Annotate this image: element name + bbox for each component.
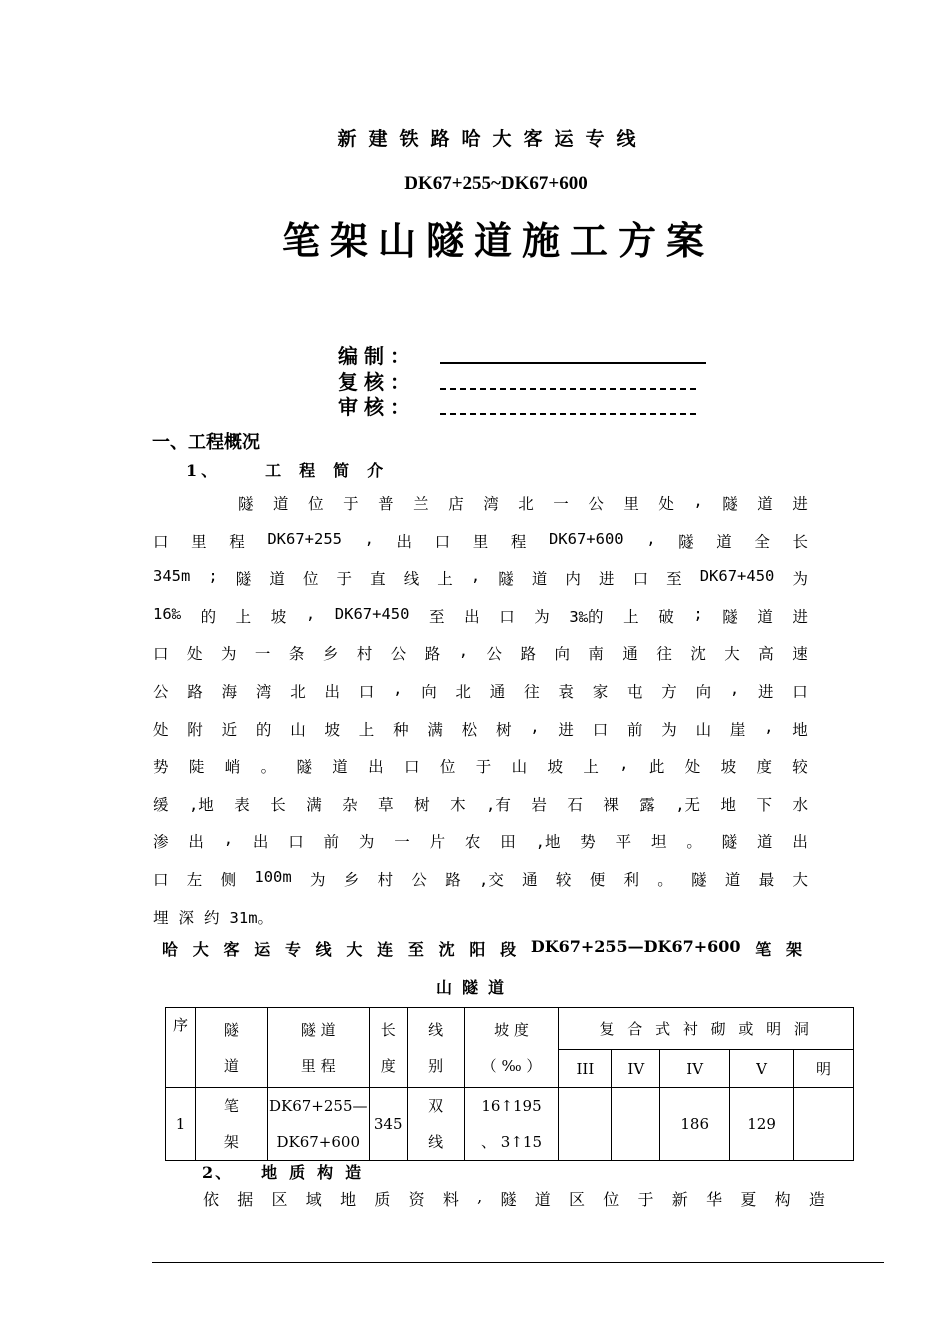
paragraph-token: 区 [271, 1190, 288, 1209]
paragraph-line [153, 642, 808, 664]
table-title-token: 大 [346, 940, 363, 959]
header-lining-col: IV [660, 1050, 730, 1088]
paragraph-token: 隧 [296, 758, 312, 777]
paragraph-token: DK67+600 [548, 529, 624, 548]
paragraph-token: 农 [464, 833, 481, 852]
paragraph-token: 内 [565, 570, 581, 589]
paragraph-token: 道 [757, 833, 773, 852]
subsection-heading-2 [202, 1160, 373, 1183]
paragraph-token: , [223, 830, 234, 849]
header-lining: 复 合 式 衬 砌 或 明 洞 [559, 1008, 854, 1050]
paragraph-token: DK67+255 [267, 529, 342, 548]
paragraph-token: 新 [671, 1190, 688, 1209]
paragraph-token: 片 [429, 833, 446, 852]
paragraph-token: 为 [220, 645, 237, 664]
table-title-line1 [162, 937, 802, 960]
doc-title: 笔架山隧道施工方案 [281, 218, 714, 263]
paragraph-token: 木 [450, 795, 466, 814]
signature-label-compile: 编制： [338, 344, 416, 368]
paragraph-token: 向 [421, 683, 437, 701]
paragraph-token: 隧 [722, 495, 738, 513]
paragraph-token: 北 [290, 683, 306, 701]
table-title-token: 连 [377, 940, 394, 959]
paragraph-token: 渗 [153, 833, 169, 852]
paragraph-token: 道 [332, 758, 348, 777]
paragraph-token: 料 [442, 1190, 459, 1209]
subsection-title: 地质构造 [261, 1163, 374, 1182]
paragraph-token: 处 [684, 758, 701, 777]
table-title-token: 哈 [162, 940, 179, 959]
paragraph-token: 前 [323, 833, 340, 852]
paragraph-token: 向 [554, 645, 570, 664]
paragraph-token: 直 [370, 570, 386, 589]
paragraph-token: , [470, 567, 481, 586]
paragraph-token: 杂 [342, 795, 358, 814]
paragraph-token: ; [208, 567, 218, 586]
cell-mileage: DK67+255— DK67+600 [267, 1088, 369, 1161]
paragraph-token: 峭 [224, 758, 241, 777]
paragraph-token: 一 [553, 495, 569, 513]
doc-header-line2: DK67+255~DK67+600 [404, 173, 588, 194]
table-title-token: 大 [192, 940, 209, 959]
paragraph-line [238, 492, 808, 514]
paragraph-token: 上 [623, 607, 639, 626]
paragraph-token: 较 [792, 758, 808, 777]
paragraph-token: 出 [252, 833, 269, 852]
tunnel-data-table [165, 1007, 854, 1161]
paragraph-token: 附 [187, 720, 203, 739]
paragraph-token: 进 [598, 570, 615, 589]
paragraph-token: 条 [288, 645, 305, 664]
subsection-heading [186, 458, 401, 481]
paragraph-token: , [729, 680, 740, 698]
paragraph-token: 缓 [153, 795, 169, 814]
paragraph-token: 树 [414, 795, 430, 814]
paragraph-token: 草 [378, 795, 394, 814]
paragraph-token: 裸 [603, 795, 619, 814]
paragraph-token: , [764, 717, 774, 736]
paragraph-token: 3‰的 [569, 607, 604, 626]
paragraph-token: 出 [792, 833, 808, 852]
paragraph-token: 进 [792, 607, 808, 626]
table-title-token: 笔 [755, 940, 772, 959]
paragraph-token: 路 [520, 645, 536, 664]
paragraph-token: 道 [534, 1190, 551, 1209]
table-title-token: DK67+255—DK67+600 [530, 937, 741, 956]
table-title-token: 架 [785, 940, 802, 959]
paragraph-token: 约 [204, 908, 220, 927]
paragraph-line [153, 680, 808, 702]
paragraph-token: 域 [305, 1190, 322, 1209]
paragraph-token: 往 [656, 645, 672, 664]
cell-lining-5 [794, 1088, 854, 1161]
paragraph-token: 势 [580, 833, 596, 852]
table-title-token: 运 [254, 940, 271, 959]
paragraph-token: 侧 [220, 871, 237, 889]
paragraph-token: 表 [234, 795, 250, 814]
table-title-token: 线 [315, 940, 332, 959]
paragraph-token: 路 [445, 871, 461, 889]
paragraph-token: 地 [720, 795, 737, 814]
paragraph-token: 一 [254, 645, 271, 664]
paragraph-token: 道 [273, 495, 289, 513]
paragraph-token: 深 [178, 908, 195, 927]
paragraph-token: 村 [356, 645, 373, 664]
paragraph-token: 石 [567, 795, 583, 814]
paragraph-token: 兰 [413, 495, 429, 513]
paragraph-token: ,无 [675, 795, 701, 814]
paragraph-token: 。 [686, 833, 702, 852]
paragraph-token: 乡 [343, 871, 360, 889]
paragraph-token: 质 [374, 1190, 391, 1209]
paragraph-token: 于 [637, 1190, 654, 1209]
paragraph-token: 隧 [238, 495, 254, 513]
paragraph-token: 袁 [558, 683, 574, 701]
paragraph-token: 此 [648, 758, 665, 777]
paragraph-token: 坡 [720, 758, 737, 777]
paragraph-token: 通 [489, 683, 506, 701]
paragraph-token: 北 [455, 683, 472, 701]
table-title-token: 沈 [438, 940, 455, 959]
paragraph-token: 通 [522, 871, 538, 889]
paragraph-token: 坦 [650, 833, 667, 852]
paragraph-token: 地 [792, 720, 808, 739]
paragraph-token: 公 [153, 683, 169, 701]
paragraph-token: 华 [706, 1190, 723, 1209]
paragraph-token: 地 [340, 1190, 357, 1209]
paragraph-token: 崖 [729, 720, 746, 739]
paragraph-line [153, 906, 808, 928]
paragraph-token: , [477, 1187, 483, 1206]
paragraph-token: ,有 [486, 795, 511, 814]
signature-line-review [440, 388, 696, 390]
paragraph-token: 种 [393, 720, 409, 739]
subsection-number: 1、 [186, 461, 222, 480]
paragraph-token: 造 [808, 1190, 825, 1209]
table-title-token: 段 [500, 940, 517, 959]
paragraph-token: 16‰ [153, 604, 181, 623]
paragraph-token: 埋 [153, 908, 169, 927]
paragraph-token: 为 [792, 570, 808, 589]
paragraph-token: 口 [632, 570, 649, 589]
paragraph-token: 全 [754, 532, 770, 551]
paragraph-token: 构 [774, 1190, 791, 1209]
paragraph-token: 处 [153, 720, 169, 739]
paragraph-token: 公 [486, 645, 503, 664]
paragraph-token: 位 [439, 758, 456, 777]
paragraph-token: 利 [623, 871, 640, 889]
paragraph-token: , [693, 492, 703, 510]
paragraph-line [153, 868, 808, 890]
paragraph-token: ; [693, 604, 703, 623]
paragraph-line [153, 718, 808, 740]
paragraph-token: 上 [358, 720, 375, 739]
paragraph-token: 公 [588, 495, 604, 513]
paragraph-token: , [619, 755, 629, 774]
paragraph-token: 的 [200, 607, 217, 626]
paragraph-token: 海 [221, 683, 238, 701]
paragraph-token: 势 [153, 758, 169, 777]
paragraph-token: 道 [724, 871, 741, 889]
paragraph-token: 上 [437, 570, 453, 589]
paragraph-line [153, 793, 808, 815]
paragraph-token: 平 [615, 833, 632, 852]
cell-lining-4: 129 [730, 1088, 794, 1161]
paragraph-token: 方 [661, 683, 677, 701]
paragraph-token: 资 [408, 1190, 425, 1209]
paragraph-token: 口 [153, 532, 169, 551]
paragraph-token: 沈 [690, 645, 706, 664]
paragraph-token: 屯 [626, 683, 643, 701]
table-title-token: 至 [407, 940, 424, 959]
paragraph-token: 坡 [270, 607, 287, 626]
paragraph-token: 隧 [235, 570, 252, 589]
header-line: 线 别 [407, 1008, 464, 1088]
paragraph-token: , [530, 717, 540, 736]
paragraph-token: 北 [518, 495, 534, 513]
cell-line: 双 线 [407, 1088, 464, 1161]
paragraph-token: 隧 [498, 570, 514, 589]
paragraph-token: 村 [377, 871, 394, 889]
paragraph-token: 里 [623, 495, 639, 513]
cell-length: 345 [369, 1088, 407, 1161]
paragraph-token: 隧 [678, 532, 694, 551]
paragraph-token: 口 [499, 607, 515, 626]
header-tunnel: 隧 道 [195, 1008, 267, 1088]
cell-lining-3: 186 [660, 1088, 730, 1161]
paragraph-token: ,地 [188, 795, 214, 814]
table-title-token: 客 [223, 940, 240, 959]
paragraph-token: 100m [254, 868, 292, 886]
paragraph-token: 陡 [188, 758, 205, 777]
cell-lining-2 [612, 1088, 660, 1161]
paragraph-token: , [364, 529, 374, 548]
paragraph-token: 道 [269, 570, 285, 589]
header-length: 长 度 [369, 1008, 407, 1088]
paragraph-token: 下 [756, 795, 772, 814]
paragraph-token: 处 [658, 495, 674, 513]
paragraph-token: 度 [756, 758, 772, 777]
paragraph-token: 出 [396, 532, 413, 551]
paragraph-token: ,交 [478, 871, 504, 889]
paragraph-token: 上 [583, 758, 599, 777]
paragraph-token: 路 [187, 683, 203, 701]
paragraph-line [153, 755, 808, 777]
paragraph-token: 较 [555, 871, 572, 889]
paragraph-token: 山 [511, 758, 528, 777]
paragraph-token: 至 [429, 607, 445, 626]
paragraph-token: , [458, 642, 469, 661]
paragraph-token: 满 [427, 720, 443, 739]
paragraph-token: 处 [186, 645, 203, 664]
signature-line-approve [440, 413, 696, 415]
paragraph-token: 里 [191, 532, 207, 551]
header-lining-col: III [559, 1050, 612, 1088]
paragraph-token: 露 [639, 795, 655, 814]
paragraph-line [153, 530, 808, 552]
paragraph-line [153, 567, 808, 589]
header-lining-col: V [730, 1050, 794, 1088]
paragraph-token: 为 [310, 871, 326, 889]
paragraph-token: 出 [188, 833, 204, 852]
paragraph-token: 大 [724, 645, 740, 664]
subsection-title: 工程简介 [265, 461, 402, 480]
header-seq: 序 [166, 1008, 196, 1088]
paragraph-token: 口 [404, 758, 420, 777]
table-title-token: 阳 [469, 940, 486, 959]
paragraph-token: 湾 [483, 495, 499, 513]
paragraph-token: 树 [495, 720, 512, 739]
paragraph-token: 高 [758, 645, 774, 664]
paragraph-token: 程 [510, 532, 527, 551]
paragraph-token: 口 [288, 833, 304, 852]
paragraph-token: 位 [603, 1190, 620, 1209]
paragraph-token: 岩 [531, 795, 547, 814]
paragraph-token: 。 [260, 758, 277, 777]
paragraph-token: 坡 [324, 720, 340, 739]
paragraph-token: , [646, 529, 656, 548]
paragraph-token: 位 [308, 495, 324, 513]
paragraph-token: 。 [657, 871, 673, 889]
paragraph-token: 乡 [322, 645, 339, 664]
paragraph-token: 夏 [740, 1190, 757, 1209]
paragraph-token: 依 [203, 1190, 220, 1209]
paragraph-token: ,地 [535, 833, 561, 852]
paragraph-token: 隧 [721, 833, 738, 852]
paragraph-token: 的 [255, 720, 272, 739]
paragraph-token: 便 [589, 871, 606, 889]
paragraph-token: 出 [368, 758, 384, 777]
paragraph-token: 位 [302, 570, 319, 589]
paragraph-token: 湾 [255, 683, 272, 701]
header-lining-col: 明 [794, 1050, 854, 1088]
paragraph-token: 口 [153, 871, 169, 889]
paragraph-token: 里 [472, 532, 489, 551]
paragraph-token: 往 [524, 683, 540, 701]
paragraph-token: 速 [792, 645, 808, 664]
table-row [166, 1088, 854, 1161]
paragraph-token: 道 [757, 495, 773, 513]
signature-line-compile [440, 362, 706, 364]
paragraph-token: 通 [622, 645, 638, 664]
cell-lining-1 [559, 1088, 612, 1161]
paragraph-token: 破 [658, 607, 674, 626]
subsection-number: 2、 [202, 1163, 234, 1182]
paragraph-token: 家 [592, 683, 609, 701]
paragraph-token: 一 [394, 833, 410, 852]
header-lining-col: IV [612, 1050, 660, 1088]
paragraph-token: 为 [358, 833, 375, 852]
paragraph-token: 公 [390, 645, 407, 664]
paragraph-token: 路 [424, 645, 441, 664]
paragraph-token: 大 [792, 871, 808, 889]
signature-label-approve: 审核： [338, 395, 416, 419]
paragraph-token: 于 [336, 570, 353, 589]
paragraph-token: 前 [626, 720, 643, 739]
paragraph-token: 松 [461, 720, 478, 739]
paragraph-line [153, 830, 808, 852]
paragraph-token: 左 [186, 871, 203, 889]
paragraph-token: 满 [306, 795, 322, 814]
paragraph-token: 长 [792, 532, 808, 551]
paragraph-token: 口 [153, 645, 169, 664]
paragraph-token: 上 [235, 607, 252, 626]
paragraph-token: 口 [592, 720, 609, 739]
paragraph-token: 程 [229, 532, 245, 551]
paragraph-token: 隧 [500, 1190, 517, 1209]
signature-label-review: 复核： [338, 370, 416, 394]
paragraph-token: 口 [358, 683, 375, 701]
paragraph-token: 坡 [547, 758, 563, 777]
paragraph-token: DK67+450 [699, 567, 775, 586]
paragraph-token: 道 [757, 607, 773, 626]
paragraph-line [153, 605, 808, 627]
paragraph-token: 水 [792, 795, 808, 814]
paragraph-token: 于 [343, 495, 359, 513]
paragraph-token: 据 [237, 1190, 254, 1209]
paragraph-token: 最 [758, 871, 775, 889]
paragraph-token: 至 [666, 570, 682, 589]
header-mileage: 隧 道 里 程 [267, 1008, 369, 1088]
paragraph-token: 出 [324, 683, 340, 701]
paragraph-token: 345m [153, 567, 191, 586]
paragraph-token: 区 [569, 1190, 586, 1209]
cell-slope: 16↑195 、 3↑15 [464, 1088, 559, 1161]
paragraph-token: 进 [558, 720, 574, 739]
paragraph-token: 出 [464, 607, 480, 626]
paragraph-token: 隧 [691, 871, 707, 889]
paragraph-token: 口 [434, 532, 451, 551]
footer-rule [152, 1262, 884, 1263]
paragraph-token: 向 [695, 683, 712, 701]
paragraph-token: 南 [588, 645, 604, 664]
paragraph-token: 为 [534, 607, 550, 626]
paragraph-token: 公 [411, 871, 427, 889]
paragraph-token: , [393, 680, 403, 698]
section2-first-line [203, 1187, 825, 1210]
cell-tunnel: 笔 架 [195, 1088, 267, 1161]
paragraph-token: 口 [792, 683, 808, 701]
paragraph-token: 31m。 [229, 908, 274, 927]
paragraph-token: 进 [792, 495, 808, 513]
cell-seq: 1 [166, 1088, 196, 1161]
paragraph-token: 道 [531, 570, 548, 589]
paragraph-token: 于 [475, 758, 492, 777]
section-heading: 一、工程概况 [152, 432, 260, 453]
paragraph-token: 长 [270, 795, 286, 814]
paragraph-token: 山 [695, 720, 712, 739]
table-title-token: 专 [284, 940, 301, 959]
paragraph-token: 近 [221, 720, 238, 739]
paragraph-token: 店 [448, 495, 464, 513]
paragraph-token: 进 [758, 683, 774, 701]
header-slope: 坡 度 （ ‰ ） [464, 1008, 559, 1088]
paragraph-token: DK67+450 [334, 604, 410, 623]
table-title-line2: 山隧道 [435, 978, 514, 997]
paragraph-token: 隧 [722, 607, 738, 626]
paragraph-token: 田 [500, 833, 516, 852]
paragraph-token: 山 [290, 720, 306, 739]
paragraph-token: 普 [378, 495, 394, 513]
paragraph-token: , [305, 604, 316, 623]
doc-header-line1: 新建铁路哈大客运专线 [337, 128, 648, 150]
paragraph-token: 线 [403, 570, 420, 589]
paragraph-token: 道 [716, 532, 732, 551]
paragraph-token: 为 [661, 720, 677, 739]
